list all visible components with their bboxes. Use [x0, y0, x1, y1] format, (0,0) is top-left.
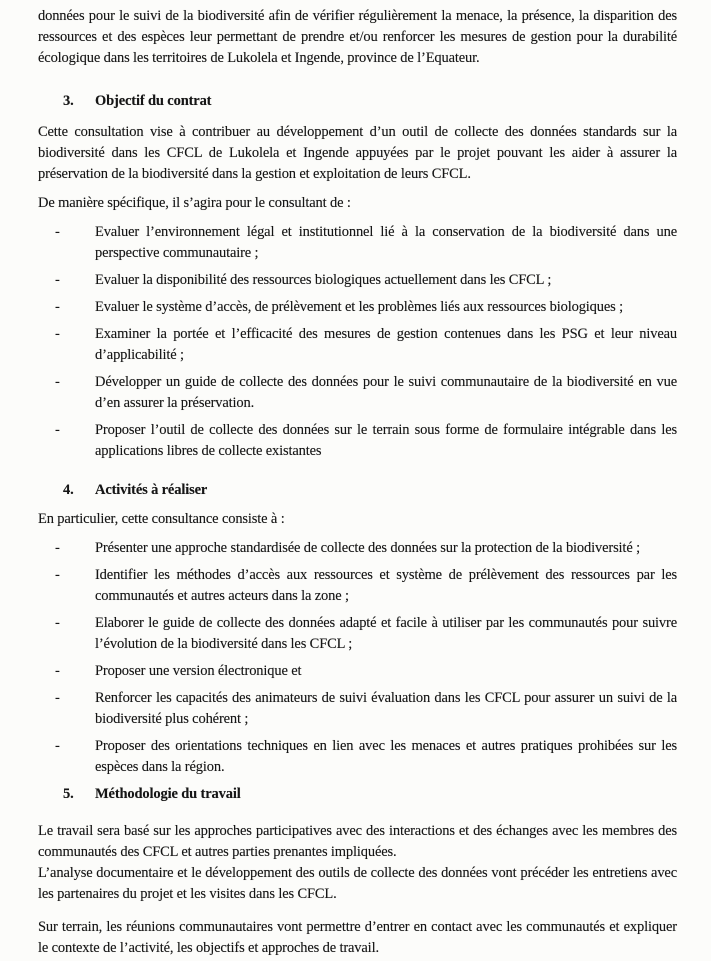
list-item	[38, 270, 677, 291]
list-item-text: Evaluer le système d’accès, de prélèvement et les problèmes liés aux ressources biologiques ;	[95, 299, 624, 315]
list-item-text: Elaborer le guide de collecte des données adapté et facile à utiliser par les communautés pour suivre l’évolution de la biodiversité dans les CFCL ;	[95, 615, 677, 652]
section-3-heading	[63, 91, 677, 112]
list-item	[38, 420, 677, 462]
list-item-text: Proposer une version électronique et	[95, 663, 302, 679]
section-title: Méthodologie du travail	[95, 786, 241, 802]
list-item	[38, 297, 677, 318]
section-3-list-lead: De manière spécifique, il s’agira pour le consultant de :	[38, 195, 351, 211]
list-item	[38, 565, 677, 607]
list-item-text: Développer un guide de collecte des données pour le suivi communautaire de la biodiversité en vue d’en assurer la préservation.	[95, 374, 677, 411]
dash-bullet: -	[55, 690, 60, 706]
dash-bullet: -	[55, 272, 60, 288]
list-item-text: Examiner la portée et l’efficacité des mesures de gestion contenues dans les PSG et leur niveau d’applicabilité ;	[95, 326, 677, 363]
dash-bullet: -	[55, 374, 60, 390]
section-3-objectives-list	[38, 222, 677, 462]
dash-bullet: -	[55, 224, 60, 240]
continuation-paragraph: données pour le suivi de la biodiversité afin de vérifier régulièrement la menace, la présence, la disparition des ressources et des espèces leur permettant de prendre et/ou renforcer les mesures de gestion pour la durabilité écologique dans les territoires de Lukolela et Ingende, province de l’Equateur.	[38, 8, 677, 66]
list-item-text: Proposer des orientations techniques en lien avec les menaces et autres pratiques prohibées sur les espèces dans la région.	[95, 738, 677, 775]
methodology-paragraph-1: Le travail sera basé sur les approches participatives avec des interactions et des échanges avec les membres des communautés des CFCL et autres parties prenantes impliquées.	[38, 823, 677, 860]
list-item	[38, 688, 677, 730]
methodology-paragraph-2: L’analyse documentaire et le développement des outils de collecte des données vont précéder les entretiens avec les partenaires du projet et les visites dans les CFCL.	[38, 865, 677, 902]
section-4-activities-list	[38, 538, 677, 778]
list-item	[38, 661, 677, 682]
methodology-paragraph-3: Sur terrain, les réunions communautaires vont permettre d’entrer en contact avec les communautés et expliquer le contexte de l’activité, les objectifs et approches de travail.	[38, 919, 677, 956]
list-item-text: Identifier les méthodes d’accès aux ressources et système de prélèvement des ressources par les communautés et autres acteurs dans la zone ;	[95, 567, 677, 604]
dash-bullet: -	[55, 299, 60, 315]
section-5-heading	[63, 784, 677, 805]
section-number: 4.	[63, 482, 74, 498]
dash-bullet: -	[55, 422, 60, 438]
list-item-text: Proposer l’outil de collecte des données sur le terrain sous forme de formulaire intégrable dans les applications libres de collecte existantes	[95, 422, 677, 459]
list-item	[38, 613, 677, 655]
section-4-heading	[63, 480, 677, 501]
dash-bullet: -	[55, 663, 60, 679]
list-item-text: Présenter une approche standardisée de collecte des données sur la protection de la biodiversité ;	[95, 540, 640, 556]
section-4-list-lead: En particulier, cette consultance consiste à :	[38, 511, 285, 527]
list-item	[38, 736, 677, 778]
section-number: 5.	[63, 786, 74, 802]
list-item	[38, 222, 677, 264]
dash-bullet: -	[55, 540, 60, 556]
list-item	[38, 324, 677, 366]
dash-bullet: -	[55, 567, 60, 583]
section-title: Objectif du contrat	[95, 93, 212, 109]
dash-bullet: -	[55, 326, 60, 342]
dash-bullet: -	[55, 615, 60, 631]
list-item-text: Renforcer les capacités des animateurs de suivi évaluation dans les CFCL pour assurer un suivi de la biodiversité plus cohérent ;	[95, 690, 677, 727]
section-3-intro-paragraph: Cette consultation vise à contribuer au développement d’un outil de collecte des données standards sur la biodiversité dans les CFCL de Lukolela et Ingende appuyées par le projet pouvant les aider à assurer la préservation de la biodiversité dans la gestion et exploitation de leurs CFCL.	[38, 124, 677, 182]
section-number: 3.	[63, 93, 74, 109]
dash-bullet: -	[55, 738, 60, 754]
list-item-text: Evaluer l’environnement légal et institutionnel lié à la conservation de la biodiversité dans une perspective communautaire ;	[95, 224, 677, 261]
list-item	[38, 538, 677, 559]
list-item-text: Evaluer la disponibilité des ressources biologiques actuellement dans les CFCL ;	[95, 272, 552, 288]
list-item	[38, 372, 677, 414]
section-title: Activités à réaliser	[95, 482, 208, 498]
